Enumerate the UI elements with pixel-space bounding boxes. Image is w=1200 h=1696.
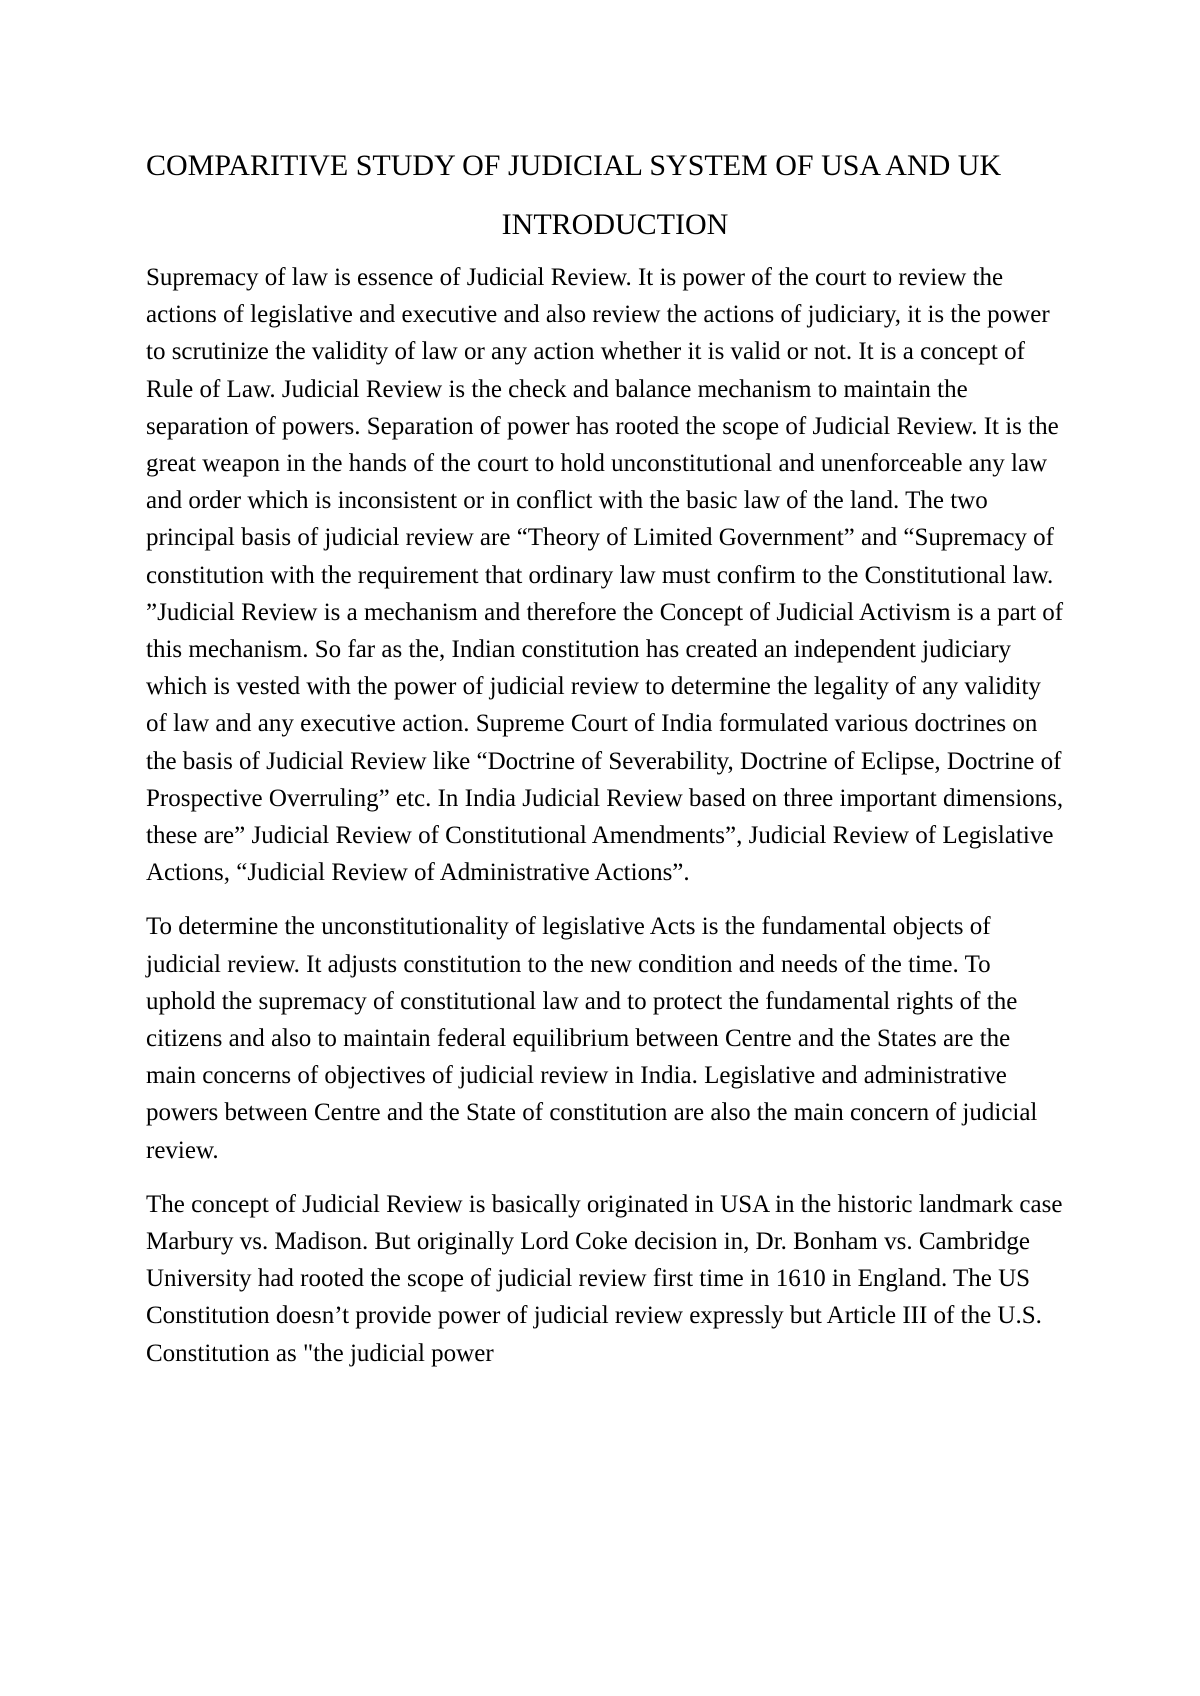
- section-heading-introduction: INTRODUCTION: [501, 208, 729, 241]
- document-body: [146, 145, 1066, 1389]
- paragraph-1: Supremacy of law is essence of Judicial Review. It is power of the court to review the actions of legislative and executive and also review the actions of judiciary, it is the power to scrutinize the validity of law or any action whether it is valid or not. It is a concept of Rule of Law. Judicial Review is the check and balance mechanism to maintain the separation of powers. Separation of power has rooted the scope of Judicial Review. It is the great weapon in the hands of the court to hold unconstitutional and unenforceable any law and order which is inconsistent or in conflict with the basic law of the land. The two principal basis of judicial review are “Theory of Limited Government” and “Supremacy of constitution with the requirement that ordinary law must confirm to the Constitutional law. ”Judicial Review is a mechanism and therefore the Concept of Judicial Activism is a part of this mechanism. So far as the, Indian constitution has created an independent judiciary which is vested with the power of judicial review to determine the legality of any validity of law and any executive action. Supreme Court of India formulated various doctrines on the basis of Judicial Review like “Doctrine of Severability, Doctrine of Eclipse, Doctrine of Prospective Overruling” etc. In India Judicial Review based on three important dimensions, these are” Judicial Review of Constitutional Amendments”, Judicial Review of Legislative Actions, “Judicial Review of Administrative Actions”.: [146, 264, 1064, 887]
- paragraph-2: To determine the unconstitutionality of legislative Acts is the fundamental objects of judicial review. It adjusts constitution to the new condition and needs of the time. To uphold the supremacy of constitutional law and to protect the fundamental rights of the citizens and also to maintain federal equilibrium between Centre and the States are the main concerns of objectives of judicial review in India. Legislative and administrative powers between Centre and the State of constitution are also the main concern of judicial review.: [146, 913, 1038, 1164]
- document-title: COMPARITIVE STUDY OF JUDICIAL SYSTEM OF USA AND UK: [146, 149, 1002, 182]
- paragraph-3: The concept of Judicial Review is basically originated in USA in the historic landmark case Marbury vs. Madison. But originally Lord Coke decision in, Dr. Bonham vs. Cambridge University had rooted the scope of judicial review first time in 1610 in England. The US Constitution doesn’t provide power of judicial review expressly but Article III of the U.S. Constitution as "the judicial power: [146, 1190, 1063, 1367]
